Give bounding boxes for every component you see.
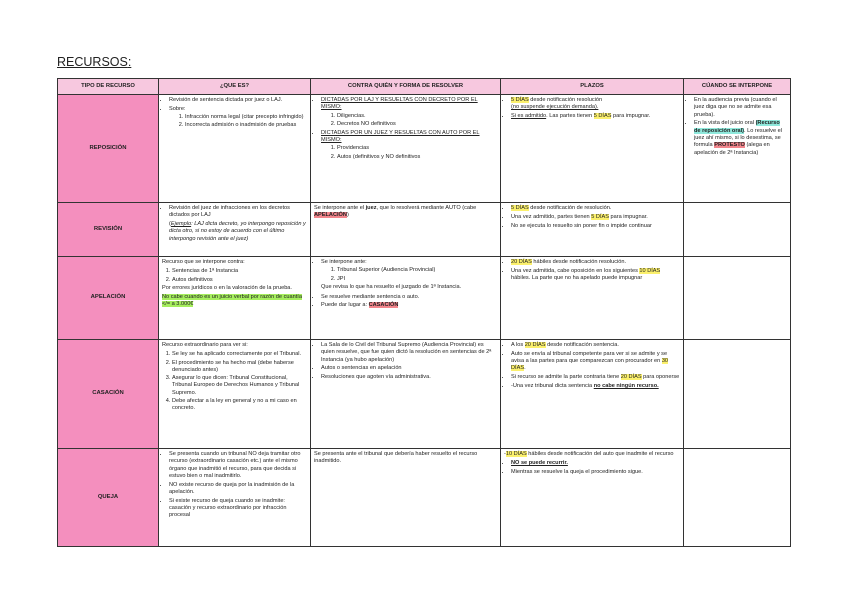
text: NO se puede recurrir. (511, 460, 568, 467)
apelacion-plazos-cell (501, 257, 684, 340)
list-item: • Se presenta cuando un tribunal NO deja tramitar otro recurso (extraordinario casación etc.) ante el mismo órgano que inadmitió el recurso, para que decida si estuvo bien o mal inadmitirlo. (169, 451, 307, 480)
list-item: 2. El procedimiento se ha hecho mal (debe haberse denunciado antes) (172, 360, 307, 375)
text: , que lo resolverá mediante AUTO (cabe (376, 205, 477, 211)
text: hábiles desde notificación del auto que inadmite el recurso (526, 451, 674, 457)
text: Puede dar lugar a: (321, 302, 369, 309)
list-item: 2. Decretos NO definitivos (337, 121, 497, 128)
list-item: • NO existe recurso de queja por la inadmisión de la apelación. (169, 482, 307, 497)
highlight-yellow: 20 DÍAS (524, 342, 546, 348)
list-item: 1. Se ley se ha aplicado correctamente por el Tribunal. (172, 351, 307, 358)
list-item: 1. Providencias (337, 145, 497, 152)
list-item: 1. Infracción norma legal (citar precepto infringido) (185, 114, 307, 121)
table-row-apelacion (58, 257, 791, 340)
title-text: RECURSOS (57, 55, 128, 69)
table-row-queja (58, 449, 791, 547)
header-contra-quien: CONTRA QUIÉN Y FORMA DE RESOLVER (311, 79, 501, 95)
text: (alega en apelación de 2ª Instancia) (694, 142, 770, 156)
list-item: • Revisión del juez de infracciones en los decretos dictados por LAJ (169, 205, 307, 220)
list-item: • Revisión de sentencia dictada por juez o LAJ. (169, 97, 307, 104)
text: - (504, 451, 506, 457)
header-tipo: TIPO DE RECURSO (58, 79, 159, 95)
list-item: • Resoluciones que agoten vía administrativa. (321, 374, 497, 381)
text: Ejemplo (170, 221, 192, 228)
highlight-yellow: 10 DÍAS (505, 451, 527, 457)
paragraph: Recurso extraordinario para ver si: (162, 342, 248, 348)
highlight-yellow: 20 DÍAS (511, 259, 532, 265)
text: Una vez admitida, cabe oposición en los siguientes (511, 267, 640, 274)
text: ( (169, 221, 171, 228)
text: Una vez admitido, partes tienen (511, 213, 592, 220)
queja-que-cell (159, 449, 311, 547)
text: A los (511, 342, 525, 348)
row-label-apelacion: APELACIÓN (58, 257, 159, 340)
highlight-yellow: 20 DÍAS (620, 374, 642, 381)
list-item (511, 268, 680, 283)
list-item (321, 97, 497, 128)
text: . (524, 365, 526, 372)
casacion-contra-cell (311, 340, 501, 449)
list-item: • Mientras se resuelve la queja el procedimiento sigue. (511, 469, 680, 476)
list-item: • No se ejecuta lo resuelto sin poner fin o impide continuar (511, 223, 680, 230)
list-item: • La Sala de lo Civil del Tribunal Supremo (Audiencia Provincial) es quien resuelve, que fue quien dictó la resolución en sentencias de 2ª Instancia (ya hubo apelación) (321, 342, 497, 364)
queja-cuando-cell (684, 449, 791, 547)
reposicion-cuando-cell (684, 95, 791, 203)
text: para oponerse (641, 374, 680, 381)
highlight-red: APELACIÓN (314, 212, 347, 219)
text: En la vista del juicio oral (694, 120, 756, 127)
revision-que-cell (159, 203, 311, 257)
apelacion-contra-cell (311, 257, 501, 340)
list-item (511, 113, 680, 120)
paragraph (162, 294, 307, 309)
list-item: • Autos o sentencias en apelación (321, 365, 497, 372)
revision-cuando-cell (684, 203, 791, 257)
highlight-yellow: 30 DÍAS (511, 358, 669, 372)
text: desde notificación de resolución. (528, 205, 612, 211)
table-row-revision (58, 203, 791, 257)
text: no cabe ningún recurso. (593, 382, 659, 389)
text: -Una vez tribunal dicta sentencia (511, 382, 594, 389)
paragraph: Que revisa lo que ha resuelto el juzgado de 1ª Instancia. (321, 284, 462, 291)
paragraph: Se presenta ante el tribunal que debería haber resuelto el recurso inadmitido. (314, 451, 478, 465)
text: para impugnar. (608, 213, 648, 220)
paragraph (504, 451, 680, 458)
apelacion-cuando-cell (684, 257, 791, 340)
revision-plazos-cell (501, 203, 684, 257)
list-item-text: DICTADAS POR UN JUEZ Y RESUELTAS CON AUTO POR EL MISMO: (321, 129, 480, 143)
text: para impugnar. (611, 113, 651, 120)
list-item: 2. JPI (337, 276, 497, 283)
text: Si es admitido (511, 113, 547, 120)
highlight-yellow: 5 DÍAS (591, 213, 609, 220)
text: Se interpone ante: (321, 259, 367, 265)
highlight-yellow: 5 DÍAS (511, 97, 529, 103)
list-item: • Si existe recurso de queja cuando se inadmite: casación y recurso extraordinario por infracción procesal (169, 498, 307, 520)
header-plazos: PLAZOS (501, 79, 684, 95)
list-item (511, 205, 680, 212)
list-item (511, 351, 680, 373)
list-item: 1. Sentencias de 1ª Instancia (172, 268, 307, 275)
queja-plazos-cell (501, 449, 684, 547)
highlight-green: No cabe cuando es un juicio verbal por razón de cuantía </= a 3.000€ (162, 294, 302, 308)
list-item (321, 130, 497, 161)
list-item (321, 302, 497, 309)
paragraph: Por errores jurídicos o en la valoración de la prueba. (162, 284, 292, 291)
text: desde notificación sentencia. (545, 342, 619, 348)
list-item (511, 383, 680, 390)
list-item (694, 120, 787, 156)
recursos-table (57, 78, 791, 547)
highlight-red: PROTESTO (714, 142, 745, 149)
text: hábiles. La parte que no ha apelado puede impugnar (511, 275, 643, 282)
text: juez (365, 205, 377, 211)
text: : LAJ dicta decreto, yo interpongo reposición y dicta otro, si no estoy de acuerdo con el último interpongo revisión ante el juez) (169, 221, 306, 242)
text: (no suspende ejecución demanda). (511, 104, 599, 111)
highlight-red: CASACIÓN (368, 302, 399, 309)
highlight-yellow: 10 DÍAS (639, 267, 661, 274)
text: ) (346, 212, 349, 219)
text: Si recurso se admite la parte contraria tiene (511, 374, 621, 381)
list-item: 2. Incorrecta admisión o inadmisión de pruebas (185, 122, 307, 129)
row-label-revision: REVISIÓN (58, 203, 159, 257)
highlight-cyan: (Recurso de reposición oral) (694, 120, 780, 134)
row-label-casacion: CASACIÓN (58, 340, 159, 449)
queja-contra-cell (311, 449, 501, 547)
list-item-text: DICTADAS POR LAJ Y RESUELTAS CON DECRETO POR EL MISMO: (321, 97, 478, 111)
list-item: 2. Autos definitivos (172, 277, 307, 284)
text: Auto se envía al tribunal competente para ver si se admite y se avisa a las partes para que comparezcan con procurador en (511, 350, 668, 365)
list-item (511, 97, 680, 112)
list-item (511, 259, 680, 266)
list-item: 4. Debe afectar a la ley en general y no a mi caso en concreto. (172, 398, 307, 413)
list-item-text: Sobre: (169, 105, 186, 112)
list-item (511, 342, 680, 349)
list-item: • En la audiencia previa (cuando el juez diga que no se admite esa prueba). (694, 97, 787, 119)
text: Se interpone ante el (314, 205, 366, 211)
text: . Las partes tienen (546, 113, 594, 120)
list-item (511, 374, 680, 381)
highlight-yellow: 5 DÍAS (511, 205, 529, 211)
list-item: 3. Asegurar lo que dicen: Tribunal Constitucional, Tribunal Europeo de Derechos Humanos y Tribunal Supremo. (172, 375, 307, 397)
table-row-casacion (58, 340, 791, 449)
list-item (511, 214, 680, 221)
row-label-queja: QUEJA (58, 449, 159, 547)
list-item (321, 259, 497, 283)
list-item (511, 460, 680, 467)
table-row-reposicion (58, 95, 791, 203)
list-item: 1. Tribunal Superior (Audiencia Provincial) (337, 267, 497, 274)
list-item: 1. Diligencias. (337, 113, 497, 120)
text: . Lo resuelve el juez ahí mismo, si lo desestima, se formula (694, 127, 782, 149)
header-cuando: CÚANDO SE INTERPONE (684, 79, 791, 95)
reposicion-contra-cell (311, 95, 501, 203)
reposicion-que-cell (159, 95, 311, 203)
row-label-reposicion: REPOSICIÓN (58, 95, 159, 203)
casacion-cuando-cell (684, 340, 791, 449)
example-note (162, 221, 307, 243)
list-item: 2. Autos (definitivos y NO definitivos (337, 154, 497, 161)
list-item (169, 106, 307, 130)
list-item: • Se resuelve mediante sentencia o auto. (321, 294, 497, 301)
casacion-que-cell (159, 340, 311, 449)
header-row (58, 79, 791, 95)
reposicion-plazos-cell (501, 95, 684, 203)
casacion-plazos-cell (501, 340, 684, 449)
revision-contra-cell (311, 203, 501, 257)
title-colon: : (127, 55, 132, 69)
text: hábiles desde notificación resolución. (531, 259, 627, 265)
highlight-yellow: 5 DÍAS (593, 113, 612, 120)
text: desde notificación resolución (528, 97, 603, 103)
paragraph: Recurso que se interpone contra: (162, 259, 245, 265)
header-que-es: ¿QUE ES? (159, 79, 311, 95)
apelacion-que-cell (159, 257, 311, 340)
page-title (57, 55, 131, 69)
